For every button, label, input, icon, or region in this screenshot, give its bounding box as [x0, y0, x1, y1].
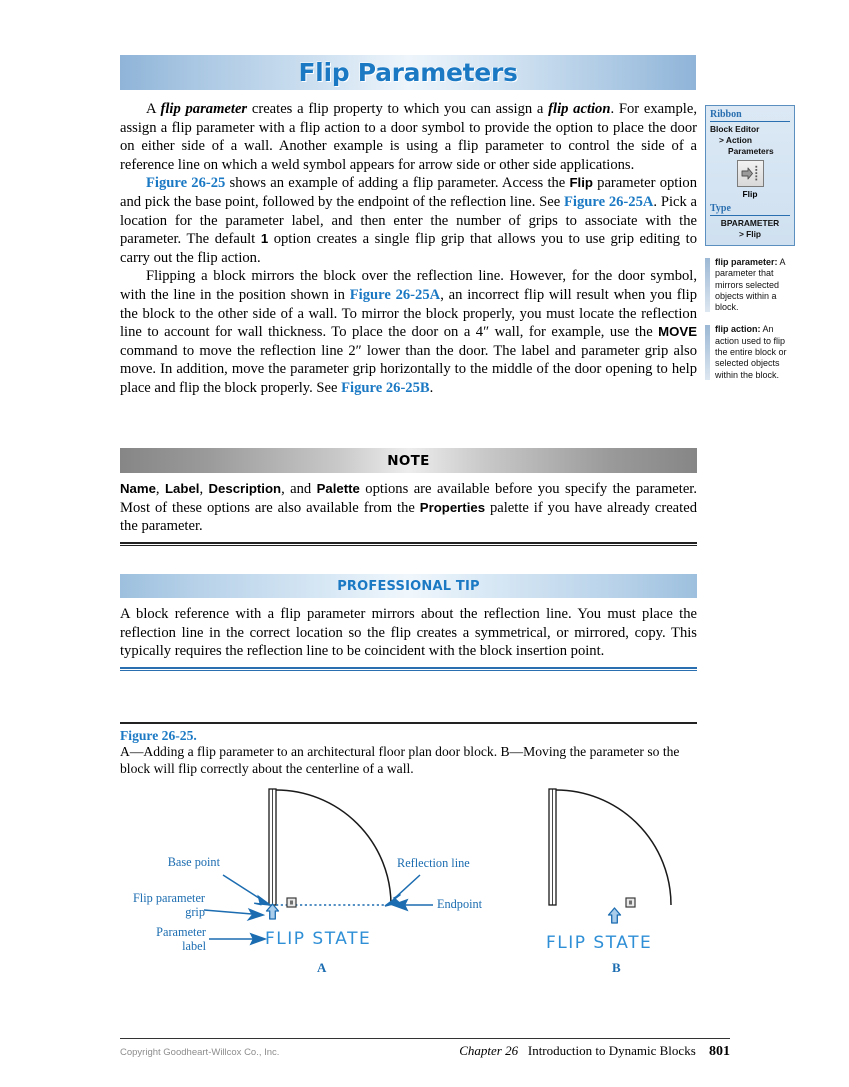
panel-a-square-grip — [287, 898, 296, 907]
page-title: Flip Parameters — [298, 58, 518, 87]
professional-tip-box — [120, 574, 697, 671]
footer-chapter: Chapter 26 — [459, 1043, 519, 1058]
flip-parameter-icon[interactable] — [737, 160, 764, 187]
panel-b-square-grip — [626, 898, 635, 907]
body-text-column — [120, 100, 697, 398]
flip-state-label-a: FLIP STATE — [265, 929, 372, 949]
type-heading: Type — [710, 203, 790, 216]
command-move: MOVE — [658, 324, 697, 340]
glossary-term-0: flip parameter: — [715, 257, 778, 267]
note-box — [120, 448, 697, 546]
callout-reflection-line: Reflection line — [397, 856, 470, 870]
page-title-banner — [120, 55, 696, 90]
flip-state-label-b: FLIP STATE — [546, 933, 653, 953]
glossary-def-1: An action used to flip the entire block or selected objects within the block. — [715, 324, 787, 380]
note-header-label: NOTE — [387, 452, 430, 469]
glossary-term-1: flip action: — [715, 324, 761, 335]
note-bottom-rule — [120, 542, 697, 547]
note-opt-palette: Palette — [316, 481, 360, 496]
flip-arrow-glyph — [741, 165, 760, 182]
command-flip: Flip — [569, 175, 593, 191]
tip-body: A block reference with a flip parameter mirrors about the reflection line. You must place the reflection line in the correct location so the flip creates a symmetrical, or mirrored, copy. This typically requires the reflection line to be coincident with the block insertion point. — [120, 606, 697, 660]
ribbon-path-1: > Action — [719, 135, 752, 145]
callout-parameter-label-line2: label — [182, 939, 206, 953]
figure-drawing — [120, 783, 697, 998]
figure-ref-26-25: Figure 26-25 — [146, 175, 226, 192]
note-s3: , and — [281, 481, 317, 497]
type-line-0: BPARAMETER — [720, 218, 780, 228]
ribbon-icon-group — [710, 160, 790, 199]
figure-ref-26-25a: Figure 26-25A — [564, 193, 654, 210]
footer-copyright: Copyright Goodheart-Willcox Co., Inc. — [120, 1047, 280, 1058]
panel-a-flip-grip-arrow — [267, 904, 279, 919]
ribbon-reference-box — [705, 105, 795, 246]
panel-b-swing-arc — [556, 790, 671, 905]
type-line-1: > Flip — [738, 229, 762, 239]
p1-c: . For example, assign a flip parameter with a flip action to a door symbol to provide the option to place the door on either side of a wall. Another example is using a flip parameter to control the side of a reference line on which a weld symbol appears for arrow side or other side applications. — [120, 101, 697, 173]
footer-chapter-title: Introduction to Dynamic Blocks — [527, 1043, 696, 1058]
p2-a: shows an example of adding a flip parameter. Access the — [225, 175, 570, 192]
p3-b: , an incorrect flip will result when you flip the block to the other side of a wall. To mirror the block properly, you must locate the reflection line to account for wall thickness. To place the door on a 4″ wall, for example, use the — [120, 286, 698, 341]
figure-number: Figure 26-25. — [120, 728, 197, 743]
p2-b: parameter option and pick the base point, followed by the endpoint of the reflection line. See — [120, 175, 697, 210]
footer-rule — [120, 1038, 730, 1039]
tip-header — [120, 574, 697, 598]
figure-top-rule — [120, 722, 697, 724]
callout-flip-parameter-grip-line1: Flip parameter — [132, 891, 205, 905]
callout-flip-parameter-grip-line2: grip — [185, 905, 205, 919]
figure-ref-26-25a-2: Figure 26-25A — [349, 286, 441, 303]
panel-letter-a: A — [317, 960, 327, 975]
term-flip-parameter: flip parameter — [160, 101, 248, 117]
figure-artwork — [120, 783, 697, 998]
note-body — [120, 473, 697, 542]
p1-b: creates a flip property to which you can assign a — [247, 101, 549, 117]
figure-caption: A—Adding a flip parameter to an architectural floor plan door block. B—Moving the parameter so the block will flip correctly about the centerline of a wall. — [120, 744, 680, 776]
p1-a: A — [146, 101, 161, 117]
glossary-entry-flip-action — [705, 324, 795, 380]
option-1: 1 — [260, 231, 269, 247]
panel-b-flip-grip-arrow — [609, 908, 621, 923]
note-header — [120, 448, 697, 473]
note-opt-label: Label — [165, 481, 200, 496]
p2-d: option creates a single flip grip that allows you to use grip editing to carry out the flip action. — [120, 231, 697, 266]
footer-page-number: 801 — [709, 1044, 730, 1059]
callout-parameter-label-line1: Parameter — [156, 925, 206, 939]
footer-row — [120, 1043, 730, 1060]
paragraph-3 — [120, 267, 697, 397]
note-s5: palette if you have already created the parameter. — [120, 499, 697, 535]
glossary-def-0: A parameter that mirrors selected objects within a block. — [715, 257, 786, 313]
note-s1: , — [155, 481, 165, 497]
p3-c: command to move the reflection line 2″ lower than the door. The label and parameter grip also move. In addition, move the parameter grip horizontally to the middle of the door opening to help place and flip the block properly. See — [120, 342, 697, 396]
ribbon-icon-caption: Flip — [742, 189, 758, 199]
glossary-entry-flip-parameter — [705, 257, 795, 313]
tip-header-label: PROFESSIONAL TIP — [337, 578, 480, 594]
term-flip-action: flip action — [548, 101, 611, 117]
ribbon-path-0: Block Editor — [710, 124, 760, 134]
note-s4: options are available before you specify the parameter. Most of these options are also available from the — [120, 481, 698, 516]
tip-bottom-rule — [120, 667, 697, 672]
ribbon-heading: Ribbon — [710, 109, 790, 122]
right-sidebar — [705, 105, 795, 381]
panel-letter-b: B — [612, 960, 621, 975]
p3-d: . — [429, 379, 434, 396]
panel-a-swing-arc — [276, 790, 391, 905]
panel-b-door-leaf — [549, 789, 556, 905]
p2-c: . Pick a location for the parameter label, and then enter the number of grips to associate with the parameter. The default — [120, 193, 697, 248]
callout-base-point: Base point — [167, 855, 220, 869]
footer-chapter-info — [459, 1043, 730, 1060]
note-opt-properties: Properties — [419, 499, 486, 515]
note-s2: , — [199, 481, 209, 497]
ribbon-path-2: Parameters — [728, 146, 774, 156]
figure-block — [120, 722, 697, 998]
callout-endpoint: Endpoint — [437, 897, 483, 911]
note-opt-description: Description — [208, 481, 282, 496]
page-footer — [120, 1038, 730, 1060]
panel-a-door-leaf — [269, 789, 276, 905]
paragraph-1 — [120, 100, 697, 174]
figure-ref-26-25b: Figure 26-25B — [341, 379, 430, 396]
paragraph-2 — [120, 174, 697, 267]
note-opt-name: Name — [120, 481, 156, 496]
p3-a: Flipping a block mirrors the block over the reflection line. However, for the door symbol, with the line in the position shown in — [120, 268, 697, 303]
